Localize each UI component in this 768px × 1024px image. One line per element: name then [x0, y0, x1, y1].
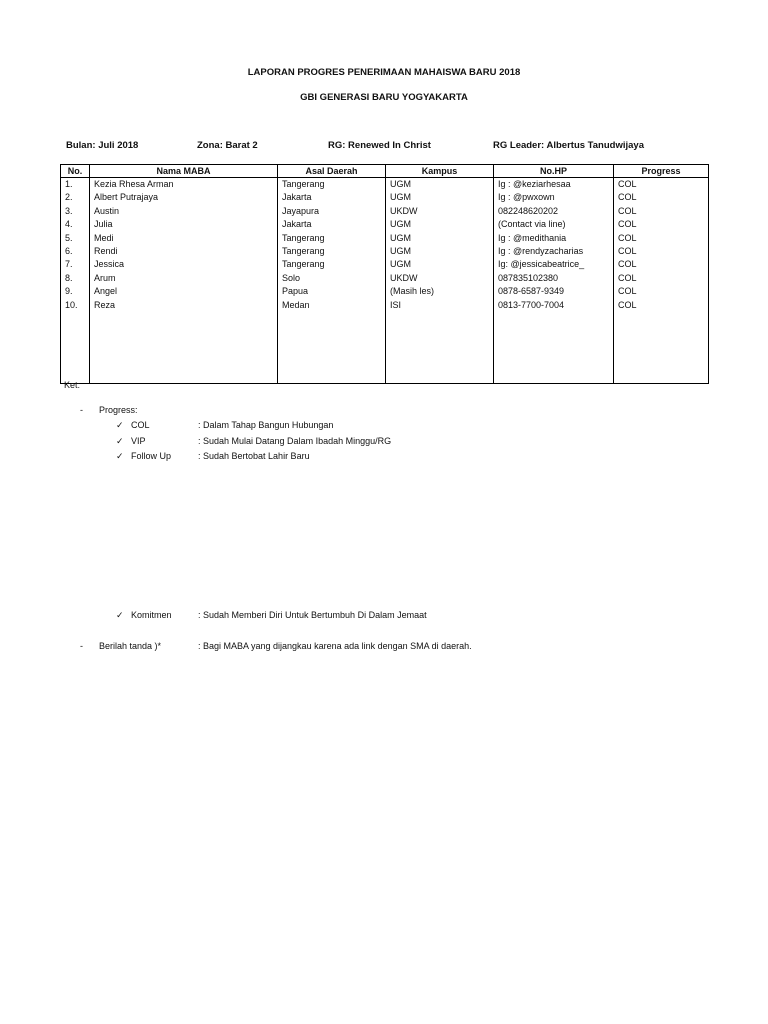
- cell-kampus: UGM: [386, 232, 494, 245]
- col-header-progress: Progress: [614, 165, 709, 178]
- cell-progress: COL: [614, 258, 709, 271]
- table-row: [61, 191, 709, 204]
- cell-nama: Reza: [90, 299, 278, 312]
- tanda-label: Berilah tanda )*: [99, 641, 162, 651]
- table-row: [61, 218, 709, 231]
- dash-bullet: -: [80, 641, 83, 651]
- cell-asal: Tangerang: [278, 258, 386, 271]
- cell-asal: Jakarta: [278, 191, 386, 204]
- cell-hp: Ig: @jessicabeatrice_: [494, 258, 614, 271]
- legend-term-komitmen: Komitmen: [131, 610, 172, 620]
- table-row: [61, 285, 709, 298]
- legend-term-col: COL: [131, 420, 150, 430]
- cell-asal: Solo: [278, 272, 386, 285]
- cell-nama: Kezia Rhesa Arman: [90, 178, 278, 192]
- legend-def-komitmen: : Sudah Memberi Diri Untuk Bertumbuh Di Dalam Jemaat: [198, 610, 427, 620]
- cell-nama: Albert Putrajaya: [90, 191, 278, 204]
- tanda-def: : Bagi MABA yang dijangkau karena ada link dengan SMA di daerah.: [198, 641, 472, 651]
- legend-term-follow-up: Follow Up: [131, 451, 172, 461]
- cell-empty: [614, 312, 709, 384]
- cell-progress: COL: [614, 285, 709, 298]
- cell-kampus: UGM: [386, 191, 494, 204]
- cell-empty: [494, 312, 614, 384]
- cell-nama: Angel: [90, 285, 278, 298]
- cell-hp: 087835102380: [494, 272, 614, 285]
- table-row: [61, 272, 709, 285]
- cell-kampus: UKDW: [386, 205, 494, 218]
- cell-no: 1.: [61, 178, 90, 192]
- legend-def-vip: : Sudah Mulai Datang Dalam Ibadah Minggu/RG: [198, 436, 392, 446]
- cell-kampus: UGM: [386, 258, 494, 271]
- cell-kampus: (Masih les): [386, 285, 494, 298]
- cell-progress: COL: [614, 178, 709, 192]
- progress-label: Progress:: [99, 405, 138, 415]
- table-row: [61, 299, 709, 312]
- header-bulan: Bulan: Juli 2018: [66, 140, 139, 151]
- cell-nama: Julia: [90, 218, 278, 231]
- cell-no: 7.: [61, 258, 90, 271]
- table-row: [61, 205, 709, 218]
- table-empty-row: [61, 312, 709, 384]
- legend-term-vip: VIP: [131, 436, 146, 446]
- cell-hp: Ig : @pwxown: [494, 191, 614, 204]
- cell-nama: Rendi: [90, 245, 278, 258]
- cell-empty: [61, 312, 90, 384]
- cell-no: 4.: [61, 218, 90, 231]
- cell-asal: Medan: [278, 299, 386, 312]
- cell-kampus: UGM: [386, 245, 494, 258]
- cell-hp: 082248620202: [494, 205, 614, 218]
- table-header-row: [61, 165, 709, 178]
- check-icon: ✓: [116, 610, 124, 620]
- table-row: [61, 258, 709, 271]
- cell-asal: Papua: [278, 285, 386, 298]
- cell-no: 5.: [61, 232, 90, 245]
- maba-table: [60, 164, 709, 384]
- cell-no: 9.: [61, 285, 90, 298]
- cell-asal: Jakarta: [278, 218, 386, 231]
- cell-asal: Jayapura: [278, 205, 386, 218]
- cell-asal: Tangerang: [278, 245, 386, 258]
- cell-nama: Arum: [90, 272, 278, 285]
- cell-empty: [90, 312, 278, 384]
- check-icon: ✓: [116, 436, 124, 446]
- col-header-asal: Asal Daerah: [278, 165, 386, 178]
- cell-hp: Ig : @keziarhesaa: [494, 178, 614, 192]
- legend-def-follow-up: : Sudah Bertobat Lahir Baru: [198, 451, 310, 461]
- cell-progress: COL: [614, 232, 709, 245]
- cell-kampus: UGM: [386, 218, 494, 231]
- table-row: [61, 245, 709, 258]
- cell-no: 10.: [61, 299, 90, 312]
- cell-progress: COL: [614, 299, 709, 312]
- report-subtitle: GBI GENERASI BARU YOGYAKARTA: [300, 92, 468, 103]
- col-header-no: No.: [61, 165, 90, 178]
- cell-hp: Ig : @medithania: [494, 232, 614, 245]
- cell-asal: Tangerang: [278, 232, 386, 245]
- report-title: LAPORAN PROGRES PENERIMAAN MAHAISWA BARU 2018: [247, 67, 521, 78]
- check-icon: ✓: [116, 451, 124, 461]
- cell-no: 3.: [61, 205, 90, 218]
- cell-hp: Ig : @rendyzacharias: [494, 245, 614, 258]
- legend-def-col: : Dalam Tahap Bangun Hubungan: [198, 420, 334, 430]
- check-icon: ✓: [116, 420, 124, 430]
- dash-bullet: -: [80, 405, 83, 415]
- cell-progress: COL: [614, 218, 709, 231]
- cell-no: 6.: [61, 245, 90, 258]
- col-header-hp: No.HP: [494, 165, 614, 178]
- cell-nama: Austin: [90, 205, 278, 218]
- cell-no: 8.: [61, 272, 90, 285]
- table-row: [61, 178, 709, 192]
- col-header-nama: Nama MABA: [90, 165, 278, 178]
- cell-kampus: UGM: [386, 178, 494, 192]
- cell-nama: Medi: [90, 232, 278, 245]
- cell-progress: COL: [614, 191, 709, 204]
- cell-empty: [386, 312, 494, 384]
- cell-progress: COL: [614, 205, 709, 218]
- cell-kampus: ISI: [386, 299, 494, 312]
- cell-progress: COL: [614, 245, 709, 258]
- cell-hp: 0878-6587-9349: [494, 285, 614, 298]
- cell-hp: (Contact via line): [494, 218, 614, 231]
- cell-hp: 0813-7700-7004: [494, 299, 614, 312]
- cell-kampus: UKDW: [386, 272, 494, 285]
- cell-progress: COL: [614, 272, 709, 285]
- cell-no: 2.: [61, 191, 90, 204]
- ket-label: Ket:: [64, 380, 81, 390]
- cell-asal: Tangerang: [278, 178, 386, 192]
- table-row: [61, 232, 709, 245]
- header-rg: RG: Renewed In Christ: [328, 140, 431, 151]
- col-header-kampus: Kampus: [386, 165, 494, 178]
- header-zona: Zona: Barat 2: [197, 140, 258, 151]
- header-rg-leader: RG Leader: Albertus Tanudwijaya: [493, 140, 644, 151]
- cell-nama: Jessica: [90, 258, 278, 271]
- cell-empty: [278, 312, 386, 384]
